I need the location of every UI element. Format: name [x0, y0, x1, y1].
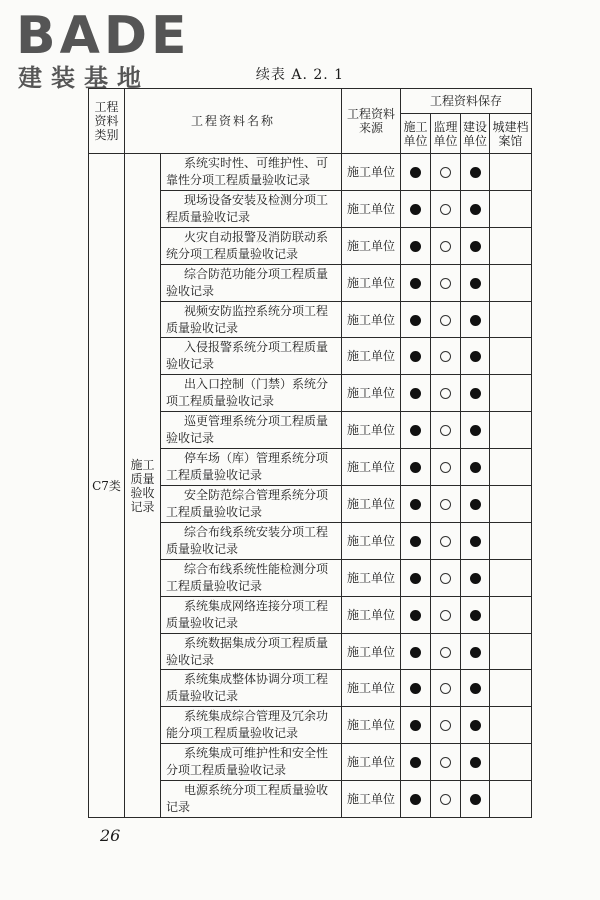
record-name-text: 综合防范功能分项工程质量验收记录 — [166, 266, 329, 298]
storage-cell — [461, 522, 490, 559]
storage-cell — [401, 596, 431, 633]
empty-circle-icon — [440, 315, 451, 326]
header-storage-archive: 城建档案馆 — [490, 114, 532, 154]
empty-circle-icon — [440, 278, 451, 289]
storage-cell — [431, 781, 461, 818]
record-name — [161, 781, 342, 818]
storage-cell — [461, 744, 490, 781]
record-source: 施工单位 — [342, 190, 401, 227]
filled-circle-icon — [470, 388, 481, 399]
header-category: 工程资料类别 — [89, 89, 125, 154]
record-name — [161, 227, 342, 264]
storage-cell — [431, 412, 461, 449]
storage-cell — [490, 522, 532, 559]
header-source: 工程资料来源 — [342, 89, 401, 154]
logo-subtitle: 建装基地 — [18, 64, 150, 92]
storage-cell — [461, 190, 490, 227]
record-name-text: 系统集成可维护性和安全性分项工程质量验收记录 — [166, 746, 329, 778]
storage-cell — [490, 449, 532, 486]
storage-cell — [490, 412, 532, 449]
record-name — [161, 449, 342, 486]
filled-circle-icon — [470, 499, 481, 510]
storage-cell — [431, 559, 461, 596]
record-source: 施工单位 — [342, 633, 401, 670]
empty-circle-icon — [440, 388, 451, 399]
storage-cell — [490, 301, 532, 338]
record-name-text: 安全防范综合管理系统分项工程质量验收记录 — [166, 487, 329, 519]
storage-cell — [490, 559, 532, 596]
filled-circle-icon — [410, 683, 421, 694]
record-source: 施工单位 — [342, 449, 401, 486]
empty-circle-icon — [440, 499, 451, 510]
record-name — [161, 338, 342, 375]
storage-cell — [461, 781, 490, 818]
storage-cell — [401, 670, 431, 707]
record-source: 施工单位 — [342, 264, 401, 301]
record-source: 施工单位 — [342, 596, 401, 633]
record-source: 施工单位 — [342, 707, 401, 744]
filled-circle-icon — [410, 462, 421, 473]
storage-cell — [401, 412, 431, 449]
storage-cell — [461, 338, 490, 375]
header-storage-owner: 建设单位 — [461, 114, 490, 154]
storage-cell — [401, 486, 431, 523]
record-name — [161, 486, 342, 523]
storage-cell — [461, 707, 490, 744]
storage-cell — [461, 264, 490, 301]
page-number: 26 — [100, 826, 121, 845]
storage-cell — [490, 670, 532, 707]
empty-circle-icon — [440, 167, 451, 178]
empty-circle-icon — [440, 610, 451, 621]
storage-cell — [401, 338, 431, 375]
header-name: 工程资料名称 — [125, 89, 342, 154]
record-name — [161, 154, 342, 191]
storage-cell — [401, 522, 431, 559]
filled-circle-icon — [470, 794, 481, 805]
record-source: 施工单位 — [342, 486, 401, 523]
record-source: 施工单位 — [342, 375, 401, 412]
filled-circle-icon — [410, 610, 421, 621]
filled-circle-icon — [410, 757, 421, 768]
record-name-text: 综合布线系统性能检测分项工程质量验收记录 — [166, 561, 329, 593]
record-name — [161, 190, 342, 227]
filled-circle-icon — [410, 794, 421, 805]
storage-cell — [401, 744, 431, 781]
storage-cell — [401, 559, 431, 596]
filled-circle-icon — [410, 315, 421, 326]
record-name — [161, 596, 342, 633]
filled-circle-icon — [470, 610, 481, 621]
record-source: 施工单位 — [342, 781, 401, 818]
filled-circle-icon — [410, 241, 421, 252]
storage-cell — [401, 449, 431, 486]
storage-cell — [431, 190, 461, 227]
filled-circle-icon — [410, 720, 421, 731]
empty-circle-icon — [440, 647, 451, 658]
header-storage-contractor: 施工单位 — [401, 114, 431, 154]
storage-cell — [490, 744, 532, 781]
filled-circle-icon — [470, 278, 481, 289]
record-name-text: 电源系统分项工程质量验收记录 — [166, 783, 329, 815]
storage-cell — [431, 154, 461, 191]
record-name-text: 出入口控制（门禁）系统分项工程质量验收记录 — [166, 377, 329, 409]
storage-cell — [461, 670, 490, 707]
record-name-text: 巡更管理系统分项工程质量验收记录 — [166, 414, 329, 446]
record-source: 施工单位 — [342, 670, 401, 707]
filled-circle-icon — [410, 278, 421, 289]
empty-circle-icon — [440, 425, 451, 436]
empty-circle-icon — [440, 204, 451, 215]
storage-cell — [490, 227, 532, 264]
storage-cell — [461, 412, 490, 449]
filled-circle-icon — [470, 573, 481, 584]
header-storage: 工程资料保存 — [401, 89, 532, 114]
empty-circle-icon — [440, 757, 451, 768]
storage-cell — [461, 375, 490, 412]
record-name-text: 火灾自动报警及消防联动系统分项工程质量验收记录 — [166, 229, 329, 261]
storage-cell — [461, 486, 490, 523]
storage-cell — [431, 744, 461, 781]
record-source: 施工单位 — [342, 301, 401, 338]
storage-cell — [431, 301, 461, 338]
record-source: 施工单位 — [342, 559, 401, 596]
record-name — [161, 670, 342, 707]
filled-circle-icon — [470, 757, 481, 768]
storage-cell — [490, 707, 532, 744]
storage-cell — [431, 264, 461, 301]
record-name — [161, 522, 342, 559]
record-source: 施工单位 — [342, 227, 401, 264]
record-source: 施工单位 — [342, 412, 401, 449]
storage-cell — [490, 596, 532, 633]
record-name — [161, 412, 342, 449]
record-source: 施工单位 — [342, 154, 401, 191]
record-name — [161, 633, 342, 670]
records-table — [88, 88, 532, 818]
storage-cell — [401, 781, 431, 818]
record-name-text: 系统集成网络连接分项工程质量验收记录 — [166, 598, 329, 630]
storage-cell — [461, 227, 490, 264]
record-name-text: 综合布线系统安装分项工程质量验收记录 — [166, 524, 329, 556]
storage-cell — [490, 633, 532, 670]
empty-circle-icon — [440, 536, 451, 547]
storage-cell — [490, 190, 532, 227]
storage-cell — [431, 375, 461, 412]
empty-circle-icon — [440, 794, 451, 805]
category-cell: C7类 — [89, 154, 125, 818]
record-name-text: 现场设备安装及检测分项工程质量验收记录 — [166, 192, 329, 224]
filled-circle-icon — [410, 425, 421, 436]
storage-cell — [431, 338, 461, 375]
filled-circle-icon — [470, 647, 481, 658]
empty-circle-icon — [440, 683, 451, 694]
record-name-text: 系统集成综合管理及冗余功能分项工程质量验收记录 — [166, 709, 329, 741]
storage-cell — [431, 449, 461, 486]
filled-circle-icon — [410, 351, 421, 362]
filled-circle-icon — [470, 425, 481, 436]
storage-cell — [461, 301, 490, 338]
empty-circle-icon — [440, 351, 451, 362]
storage-cell — [461, 449, 490, 486]
logo-wordmark: BADE — [16, 6, 191, 66]
filled-circle-icon — [410, 573, 421, 584]
empty-circle-icon — [440, 573, 451, 584]
record-name — [161, 559, 342, 596]
storage-cell — [401, 227, 431, 264]
filled-circle-icon — [410, 204, 421, 215]
storage-cell — [490, 264, 532, 301]
record-name — [161, 744, 342, 781]
storage-cell — [431, 227, 461, 264]
record-name — [161, 375, 342, 412]
storage-cell — [431, 596, 461, 633]
storage-cell — [461, 596, 490, 633]
filled-circle-icon — [470, 720, 481, 731]
storage-cell — [490, 486, 532, 523]
filled-circle-icon — [470, 315, 481, 326]
filled-circle-icon — [410, 167, 421, 178]
empty-circle-icon — [440, 462, 451, 473]
storage-cell — [431, 522, 461, 559]
filled-circle-icon — [470, 536, 481, 547]
filled-circle-icon — [470, 683, 481, 694]
record-name-text: 停车场（库）管理系统分项工程质量验收记录 — [166, 451, 329, 483]
storage-cell — [431, 670, 461, 707]
storage-cell — [490, 338, 532, 375]
storage-cell — [401, 190, 431, 227]
filled-circle-icon — [470, 241, 481, 252]
table-caption: 续表 A. 2. 1 — [255, 67, 345, 83]
subcategory-cell: 施工质量验收记录 — [125, 154, 161, 818]
filled-circle-icon — [470, 351, 481, 362]
header-storage-supervisor: 监理单位 — [431, 114, 461, 154]
storage-cell — [431, 707, 461, 744]
storage-cell — [401, 375, 431, 412]
filled-circle-icon — [410, 499, 421, 510]
storage-cell — [431, 633, 461, 670]
record-name-text: 系统实时性、可维护性、可靠性分项工程质量验收记录 — [166, 155, 329, 187]
filled-circle-icon — [410, 536, 421, 547]
table-row — [89, 154, 532, 191]
empty-circle-icon — [440, 241, 451, 252]
record-source: 施工单位 — [342, 338, 401, 375]
record-name — [161, 264, 342, 301]
record-name-text: 系统集成整体协调分项工程质量验收记录 — [166, 672, 329, 704]
record-name — [161, 301, 342, 338]
empty-circle-icon — [440, 720, 451, 731]
record-name-text: 入侵报警系统分项工程质量验收记录 — [166, 340, 329, 372]
storage-cell — [401, 301, 431, 338]
record-source: 施工单位 — [342, 744, 401, 781]
filled-circle-icon — [470, 462, 481, 473]
filled-circle-icon — [470, 204, 481, 215]
storage-cell — [461, 154, 490, 191]
filled-circle-icon — [410, 388, 421, 399]
storage-cell — [401, 264, 431, 301]
storage-cell — [401, 707, 431, 744]
storage-cell — [401, 154, 431, 191]
record-name-text: 系统数据集成分项工程质量验收记录 — [166, 635, 329, 667]
storage-cell — [490, 375, 532, 412]
storage-cell — [490, 781, 532, 818]
storage-cell — [431, 486, 461, 523]
storage-cell — [461, 633, 490, 670]
filled-circle-icon — [470, 167, 481, 178]
record-name — [161, 707, 342, 744]
storage-cell — [401, 633, 431, 670]
record-name-text: 视频安防监控系统分项工程质量验收记录 — [166, 303, 329, 335]
storage-cell — [461, 559, 490, 596]
filled-circle-icon — [410, 647, 421, 658]
storage-cell — [490, 154, 532, 191]
record-source: 施工单位 — [342, 522, 401, 559]
